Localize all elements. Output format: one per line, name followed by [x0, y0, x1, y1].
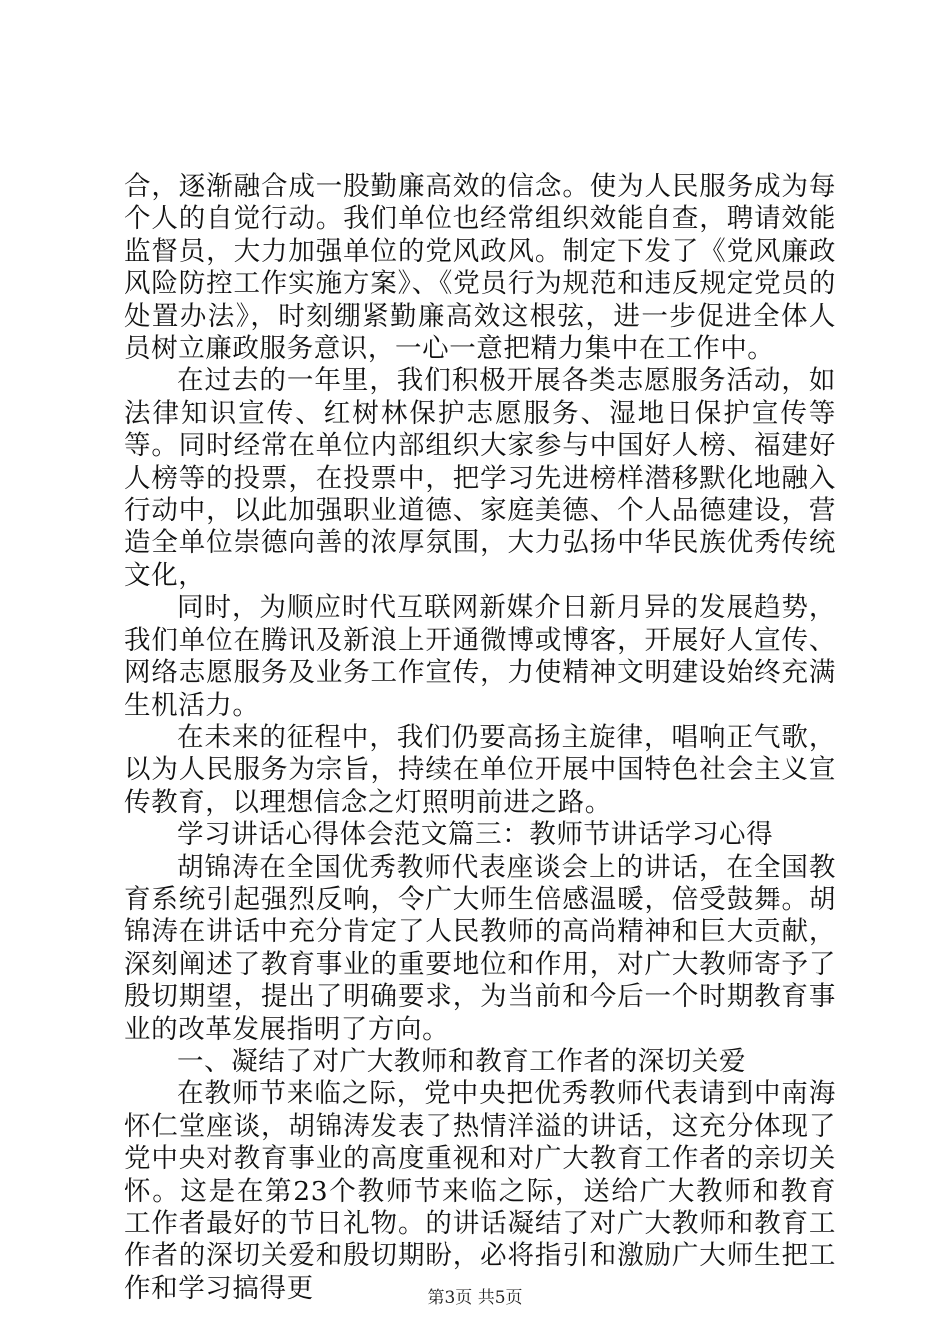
paragraph: 同时，为顺应时代互联网新媒介日新月异的发展趋势，我们单位在腾讯及新浪上开通微博或博客，开展好人宣传、网络志愿服务及业务工作宣传，力使精神文明建设始终充满生机活力。 [124, 592, 836, 721]
document-body [124, 171, 836, 1305]
page-number-footer: 第3页 共5页 [427, 1288, 523, 1308]
section-heading: 一、凝结了对广大教师和教育工作者的深切关爱 [177, 1045, 747, 1077]
paragraph: 在教师节来临之际，党中央把优秀教师代表请到中南海怀仁堂座谈，胡锦涛发表了热情洋溢的讲话，这充分体现了党中央对教育事业的高度重视和对广大教育工作者的亲切关怀。这是在第23个教师节来临之际，送给广大教师和教育工作者最好的节日礼物。的讲话凝结了对广大教师和教育工作者的深切关爱和殷切期盼，必将指引和激励广大师生把工作和学习搞得更 [124, 1078, 836, 1304]
section-heading: 学习讲话心得体会范文篇三：教师节讲话学习心得 [177, 819, 774, 851]
paragraph: 胡锦涛在全国优秀教师代表座谈会上的讲话，在全国教育系统引起强烈反响，令广大师生倍感温暖，倍受鼓舞。胡锦涛在讲话中充分肯定了人民教师的高尚精神和巨大贡献，深刻阐述了教育事业的重要地位和作用，对广大教师寄予了殷切期望，提出了明确要求，为当前和今后一个时期教育事业的改革发展指明了方向。 [124, 851, 836, 1045]
paragraph: 在未来的征程中，我们仍要高扬主旋律，唱响正气歌，以为人民服务为宗旨，持续在单位开展中国特色社会主义宣传教育，以理想信念之灯照明前进之路。 [124, 721, 836, 818]
paragraph: 在过去的一年里，我们积极开展各类志愿服务活动，如法律知识宣传、红树林保护志愿服务、湿地日保护宣传等等。同时经常在单位内部组织大家参与中国好人榜、福建好人榜等的投票，在投票中，把学习先进榜样潜移默化地融入行动中，以此加强职业道德、家庭美德、个人品德建设，营造全单位崇德向善的浓厚氛围，大力弘扬中华民族优秀传统文化， [124, 365, 836, 591]
paragraph: 合，逐渐融合成一股勤廉高效的信念。使为人民服务成为每个人的自觉行动。我们单位也经常组织效能自查，聘请效能监督员，大力加强单位的党风政风。制定下发了《党风廉政风险防控工作实施方案》、《党员行为规范和违反规定党员的处置办法》，时刻绷紧勤廉高效这根弦，进一步促进全体人员树立廉政服务意识，一心一意把精力集中在工作中。 [124, 171, 836, 365]
